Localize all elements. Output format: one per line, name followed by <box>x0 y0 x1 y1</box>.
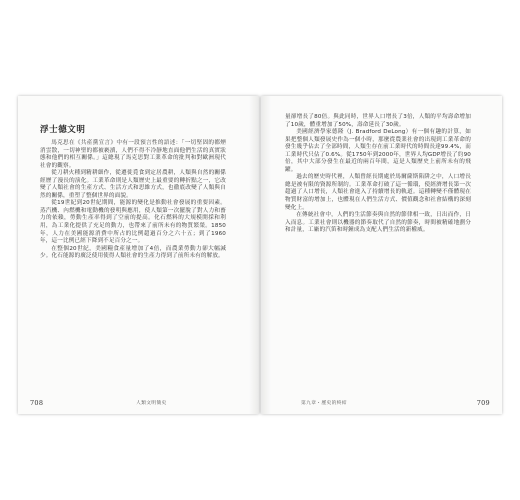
paragraph: 從19世紀到20世紀期間，能源的變化是推動社會發展的重要因素。蒸汽機、內燃機和電動機的發明與應用，使人類第一次擺脫了對人力和畜力的依賴，勞動生產率得到了空前的提高。化石燃料的大規模開採和利用，為工業化提供了充足的動力，也帶來了前所未有的物質繁榮。1850年，人力在美國能源消費中所占的比例超過百分之六十五；到了1960年，這一比例已經下降到不足百分之一。 <box>40 200 226 245</box>
paragraph: 過去的歷史時代裡，人類曾經長期處於馬爾薩斯陷阱之中，人口增長總是被有限的資源所制約。工業革命打破了這一循環，使經濟增長第一次超過了人口增長，人類社會進入了持續增長的軌道。這種轉變不僅體現在物質財富的增加上，也體現在人們生活方式、價值觀念和社會結構的深刻變化上。 <box>285 174 471 211</box>
gutter-shadow <box>249 96 259 414</box>
page-number: 709 <box>476 399 490 407</box>
running-title: 人類文明簡史 <box>136 401 167 406</box>
paragraph: 美國經濟學家德隆（J. Bradford DeLong）有一個有趣的計算，如果把整個人類發展史作為一個小時，那麼從農業社會的出現到工業革命的發生幾乎佔去了全部時間，人類生存在前工業時代的時間長達99.4%，而工業時代只佔了0.6%。從1750年到2000年，世界人均GDP增長了約90倍，其中大部分發生在最近的兩百年間，這是人類歷史上前所未有的飛躍。 <box>285 129 471 173</box>
section-title: 浮士德文明 <box>40 125 86 135</box>
paragraph: 馬克思在《共產黨宣言》中有一段預言性的語述：「一切堅固的都煙消雲散，一切神聖的都被褻瀆，人們不得不冷靜地直面他們生活的真實狀態和他們的相互關係。」這總現了馬克思對工業革命的批判和對歐洲現代社會的觀察。 <box>40 140 226 169</box>
paragraph: 在整個20世紀，美國糧食產量增加了4倍，而農業勞動力卻大幅減少。化石能源的廣泛使用使得人類社會的生產力得到了前所未有的解放。 <box>40 245 226 260</box>
right-page-text <box>285 114 471 235</box>
gutter-shadow <box>261 96 271 414</box>
right-page <box>261 96 502 414</box>
paragraph: 量卻增長了80倍。與此同時，世界人口增長了3倍，人類的平均壽命增加了10歲，體重增加了50%，壽命延長了30歲。 <box>285 114 471 128</box>
running-title: 第九章・歷史的終結 <box>301 401 347 406</box>
paragraph: 從刀耕火種到精耕細作，從遷徙覓食到定居農耕，人類與自然的關係經歷了漫長的演化。工業革命則是人類歷史上最重要的轉折點之一，它改變了人類社會的生產方式、生活方式和思維方式，也徹底改變了人類與自然的關係，重塑了整個世界的面貌。 <box>40 170 226 199</box>
page-number: 708 <box>30 399 44 407</box>
paragraph: 在傳統社會中，人們的生活節奏與自然的節律相一致，日出而作，日入而息。工業社會則以機器的節奏取代了自然的節奏，時間被精確地劃分和計量，工廠的汽笛和時鐘成為支配人們生活的新權威。 <box>285 212 471 234</box>
left-page <box>18 96 259 414</box>
left-page-text <box>40 125 226 261</box>
